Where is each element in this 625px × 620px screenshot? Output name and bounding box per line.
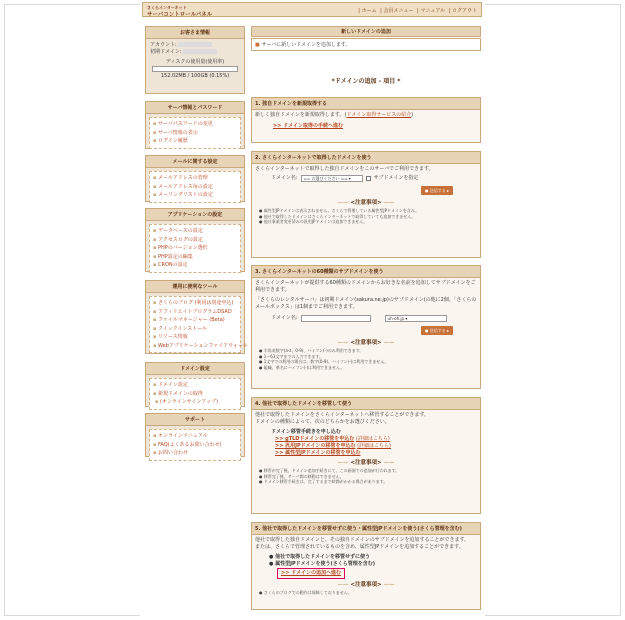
section-sakura-subdomain bbox=[251, 265, 481, 389]
section-3-title: 3. さくらインターネットの60種類のサブドメインを使う bbox=[252, 266, 480, 278]
add-domain-link[interactable]: >> ドメインの追加へ進む bbox=[281, 570, 341, 576]
section-4-text-2: ドメインの種類によって、次のどちらかをお選びください。 bbox=[255, 419, 390, 425]
app-settings-box bbox=[145, 208, 245, 272]
logo-title: サーバコントロールパネル bbox=[147, 12, 213, 18]
sidebar-item-domain-settings[interactable]: ▪ ドメイン設定 bbox=[153, 381, 237, 390]
sidebar-item-login-history[interactable]: ▪ ログイン履歴 bbox=[153, 137, 237, 146]
section-4-title: 4. 他社で取得したドメインを移管して使う bbox=[252, 398, 480, 410]
section-3-note: ● 1〜63文字までの入力できます。 bbox=[255, 354, 477, 360]
support-title: サポート bbox=[146, 414, 244, 426]
section-3-submit-label: 送信する bbox=[429, 328, 446, 333]
sidebar-item-php-version[interactable]: ▪ PHPのバージョン選択 bbox=[153, 244, 237, 253]
section-5-text: 他社で取得した独自ドメインと、その独自ドメインのサブドメインを追加することができます。 bbox=[255, 537, 470, 543]
control-panel-page bbox=[140, 0, 485, 620]
gtld-transfer-link[interactable]: >> gTLDドメインの移管を申込む bbox=[275, 436, 355, 442]
section-3-note: ● 組織、県名にハイフン(-)は利用できません。 bbox=[255, 365, 477, 371]
section-external-domain bbox=[251, 522, 481, 610]
sidebar-item-affiliate[interactable]: ▪ アフィリエイトプログラムDSAD bbox=[153, 308, 237, 317]
subdomain-input[interactable] bbox=[301, 315, 371, 322]
section-4-note: ● ドメイン移管手続きは、完了するまで時間がかかる場合があります。 bbox=[255, 479, 477, 485]
sidebar-item-database[interactable]: ▪ データベースの設定 bbox=[153, 227, 237, 236]
section-2-notes-title: —— <注意事項> —— bbox=[255, 200, 477, 207]
disk-usage-value: 152.02MB / 100GB (0.15%) bbox=[160, 73, 230, 79]
subdomain-checkbox-label: サブドメインを指定 bbox=[373, 175, 419, 181]
section-2-text: さくらインターネットで取得した独自ドメインをこのサーバでご利用できます。 bbox=[255, 166, 434, 172]
section-2-note: ● 他社事業者変更済みの汎用JPドメインは追加できません。 bbox=[255, 219, 477, 225]
sidebar-item-password-change[interactable]: ▪ サーバパスワードの変更 bbox=[153, 120, 237, 129]
mail-settings-box bbox=[145, 155, 245, 202]
sidebar-item-online-manual[interactable]: ▪ オンラインマニュアル bbox=[153, 432, 237, 441]
transfer-subhead: ドメイン移管手続きを申し込む bbox=[271, 429, 341, 435]
customer-info-box bbox=[145, 26, 245, 94]
nav-member-menu-link[interactable]: | 会員メニュー bbox=[380, 8, 414, 14]
nav-logout-link[interactable]: | ログアウト bbox=[448, 8, 477, 14]
section-5-note: ● さくらのブログでの動作は保障しておりません。 bbox=[255, 590, 477, 596]
header bbox=[142, 2, 482, 17]
logo-subtitle: さくらインターネット bbox=[147, 5, 187, 10]
sidebar-item-online-signup[interactable]: ▪ (オンラインサインアップ) bbox=[153, 398, 237, 407]
sidebar-item-faq[interactable]: ▪ FAQ(よくあるお問い合わせ) bbox=[153, 441, 237, 450]
gtld-detail-link[interactable]: (詳細はこちら) bbox=[355, 436, 390, 442]
section-3-example: 「さくらのレンタルサーバ」は初期ドメイン(sakura.ne.jp)のサブドメイン(の他に2個、「さくらのメールボックス」は1個までご利用できます。 bbox=[255, 297, 477, 310]
section-2-title: 2. さくらインターネットで取得したドメインを使う bbox=[252, 152, 480, 164]
section-3-text: さくらインターネットが提供する60種類のドメインからお好きな名前を追加してサブドメインをご利用できます。 bbox=[255, 280, 476, 293]
section-4-note: ● 移管完了後、サーバ間の移動はできません。 bbox=[255, 474, 477, 480]
sidebar-item-access-log[interactable]: ▪ アクセスログの設定 bbox=[153, 236, 237, 245]
jp-detail-link[interactable]: (詳細はこちら) bbox=[357, 443, 391, 449]
attribute-jp-transfer-link[interactable]: >> 属性型JPドメインの移管を申込む bbox=[275, 450, 361, 456]
section-3-note: ● 半角英数字(a-z、0-9)、ハイフン(-)のみ利用できます。 bbox=[255, 348, 477, 354]
jp-transfer-link[interactable]: >> 汎用JPドメインの移管を申込む bbox=[275, 443, 356, 449]
page-title: *ドメインの追加 - 項目 * bbox=[331, 78, 401, 85]
section-3-submit-button[interactable]: ● 送信する ▸ bbox=[421, 326, 453, 335]
sidebar-item-mail-address-settings[interactable]: ▪ メールアドレス毎の設定 bbox=[153, 183, 237, 192]
server-info-box bbox=[145, 101, 245, 149]
sidebar-item-php-settings[interactable]: ▪ PHP設定の編集 bbox=[153, 253, 237, 262]
main-bar-title: 新しいドメインの追加 bbox=[251, 26, 481, 37]
sidebar-item-new-domain[interactable]: ▪ 新規ドメインの取得 bbox=[153, 390, 237, 399]
disk-usage-bar bbox=[152, 66, 238, 72]
initial-domain-label: 初期ドメイン: bbox=[150, 49, 182, 55]
section-2-submit-label: 送信する bbox=[429, 188, 446, 193]
section-5-text-2: または、さくらで管理されているものを含め、属性型JPドメインを追加することができます。 bbox=[255, 544, 464, 550]
section-3-notes-title: —— <注意事項> —— bbox=[255, 340, 477, 347]
sidebar-item-blog[interactable]: ▪ さくらのブログ (利用は別途申込) bbox=[153, 299, 237, 308]
section-register-domain bbox=[251, 97, 481, 143]
section-3-domain-label: ドメイン名: bbox=[271, 315, 298, 321]
account-label: アカウント: bbox=[150, 42, 177, 48]
section-1-text-end: ) bbox=[411, 112, 414, 118]
sidebar-item-resource-info[interactable]: ▪ リソース情報 bbox=[153, 333, 237, 342]
mail-settings-title: メールに関する設定 bbox=[146, 156, 244, 168]
customer-info-title: お客さま情報 bbox=[146, 27, 244, 39]
domain-settings-title: ドメイン設定 bbox=[146, 363, 244, 375]
section-2-submit-button[interactable]: ● 送信する ▸ bbox=[421, 186, 453, 195]
section-4-text: 他社で取得したドメインをさくらインターネットへ移管することができます。 bbox=[255, 412, 430, 418]
domain-value-redacted bbox=[183, 49, 217, 54]
section-sakura-domain bbox=[251, 151, 481, 258]
main-message-text: サーバに新しいドメインを追加します。 bbox=[261, 42, 351, 48]
section-1-title: 1. 独自ドメインを新規取得する bbox=[252, 98, 480, 110]
section-4-notes-title: —— <注意事項> —— bbox=[255, 460, 477, 467]
section-2-note: ● 他社で取得したドメインはさくらインターネットで取得していても追加できません。 bbox=[255, 214, 477, 220]
sidebar-item-file-manager[interactable]: ▪ ファイルマネージャー (Beta) bbox=[153, 316, 237, 325]
sidebar-item-quick-install[interactable]: ▪ クイックインストール bbox=[153, 325, 237, 334]
highlight-box bbox=[277, 568, 345, 579]
nav-home-link[interactable]: | ホーム bbox=[358, 8, 377, 14]
sidebar-item-mailing-list[interactable]: ▪ メーリングリストの設定 bbox=[153, 191, 237, 200]
section-5-bullet: ● 属性型JPドメインを使う(さくら管理を含む) bbox=[255, 561, 477, 568]
account-value-redacted bbox=[178, 42, 212, 47]
sakura-domain-select-value: == お選びください == bbox=[303, 176, 348, 181]
section-5-notes-title: —— <注意事項> —— bbox=[255, 582, 477, 589]
server-info-title: サーバ情報とパスワード bbox=[146, 102, 244, 114]
sidebar-item-contact[interactable]: ▪ お問い合わせ bbox=[153, 449, 237, 458]
subdomain-suffix-select[interactable]: uh-oh.jp ▾ bbox=[385, 315, 447, 322]
subdomain-checkbox[interactable] bbox=[366, 176, 371, 181]
sakura-domain-select[interactable]: == お選びください == ▾ bbox=[301, 175, 363, 182]
subdomain-suffix-value: uh-oh.jp bbox=[387, 316, 405, 321]
tools-title: 運用に便利なツール bbox=[146, 281, 244, 293]
section-1-text: 新しく独自ドメインを新規取得します。( bbox=[255, 112, 347, 118]
support-box bbox=[145, 413, 245, 457]
nav-manual-link[interactable]: | マニュアル bbox=[417, 8, 446, 14]
app-settings-title: アプリケーションの設定 bbox=[146, 209, 244, 221]
sidebar-item-mail-address[interactable]: ▪ メールアドレスの管理 bbox=[153, 174, 237, 183]
main-message: ■ サーバに新しいドメインを追加します。 bbox=[251, 38, 481, 51]
section-5-title: 5. 他社で取得したドメインを移管せずに使う・属性型JPドメインを使う(さくら管理を含む) bbox=[252, 523, 480, 535]
section-transfer-domain bbox=[251, 397, 481, 514]
domain-settings-box bbox=[145, 362, 245, 407]
section-4-note: ● 移管が完了後、ドメイン追加手続きにて、この画面での追加が行われます。 bbox=[255, 468, 477, 474]
tools-box bbox=[145, 280, 248, 354]
sidebar-item-cron[interactable]: ▪ CRONの設定 bbox=[153, 261, 237, 270]
section-5-bullet: ● 他社で取得したドメインを移管せずに使う bbox=[255, 554, 477, 561]
section-2-note: ● 属性型JPドメインは表示されません。さくらで管理している属性型JPドメインを含み、 bbox=[255, 208, 477, 214]
sidebar-item-waf[interactable]: ▪ Webアプリケーションファイアウォール bbox=[153, 342, 237, 351]
domain-register-link[interactable]: >> ドメイン取得の手続へ進む bbox=[273, 123, 343, 129]
disk-usage-label: ディスクの使用量(使用率) bbox=[165, 59, 225, 65]
domain-service-link[interactable]: ドメイン取得サービスの紹介 bbox=[346, 112, 412, 118]
top-navigation bbox=[356, 7, 477, 14]
section-2-domain-label: ドメイン名: bbox=[271, 175, 298, 181]
section-3-note: ● 1文字での利用の場合は、数字(0-9)、ハイフン(-)は利用できません。 bbox=[255, 359, 477, 365]
sidebar-item-server-info[interactable]: ▪ サーバ情報の表示 bbox=[153, 129, 237, 138]
